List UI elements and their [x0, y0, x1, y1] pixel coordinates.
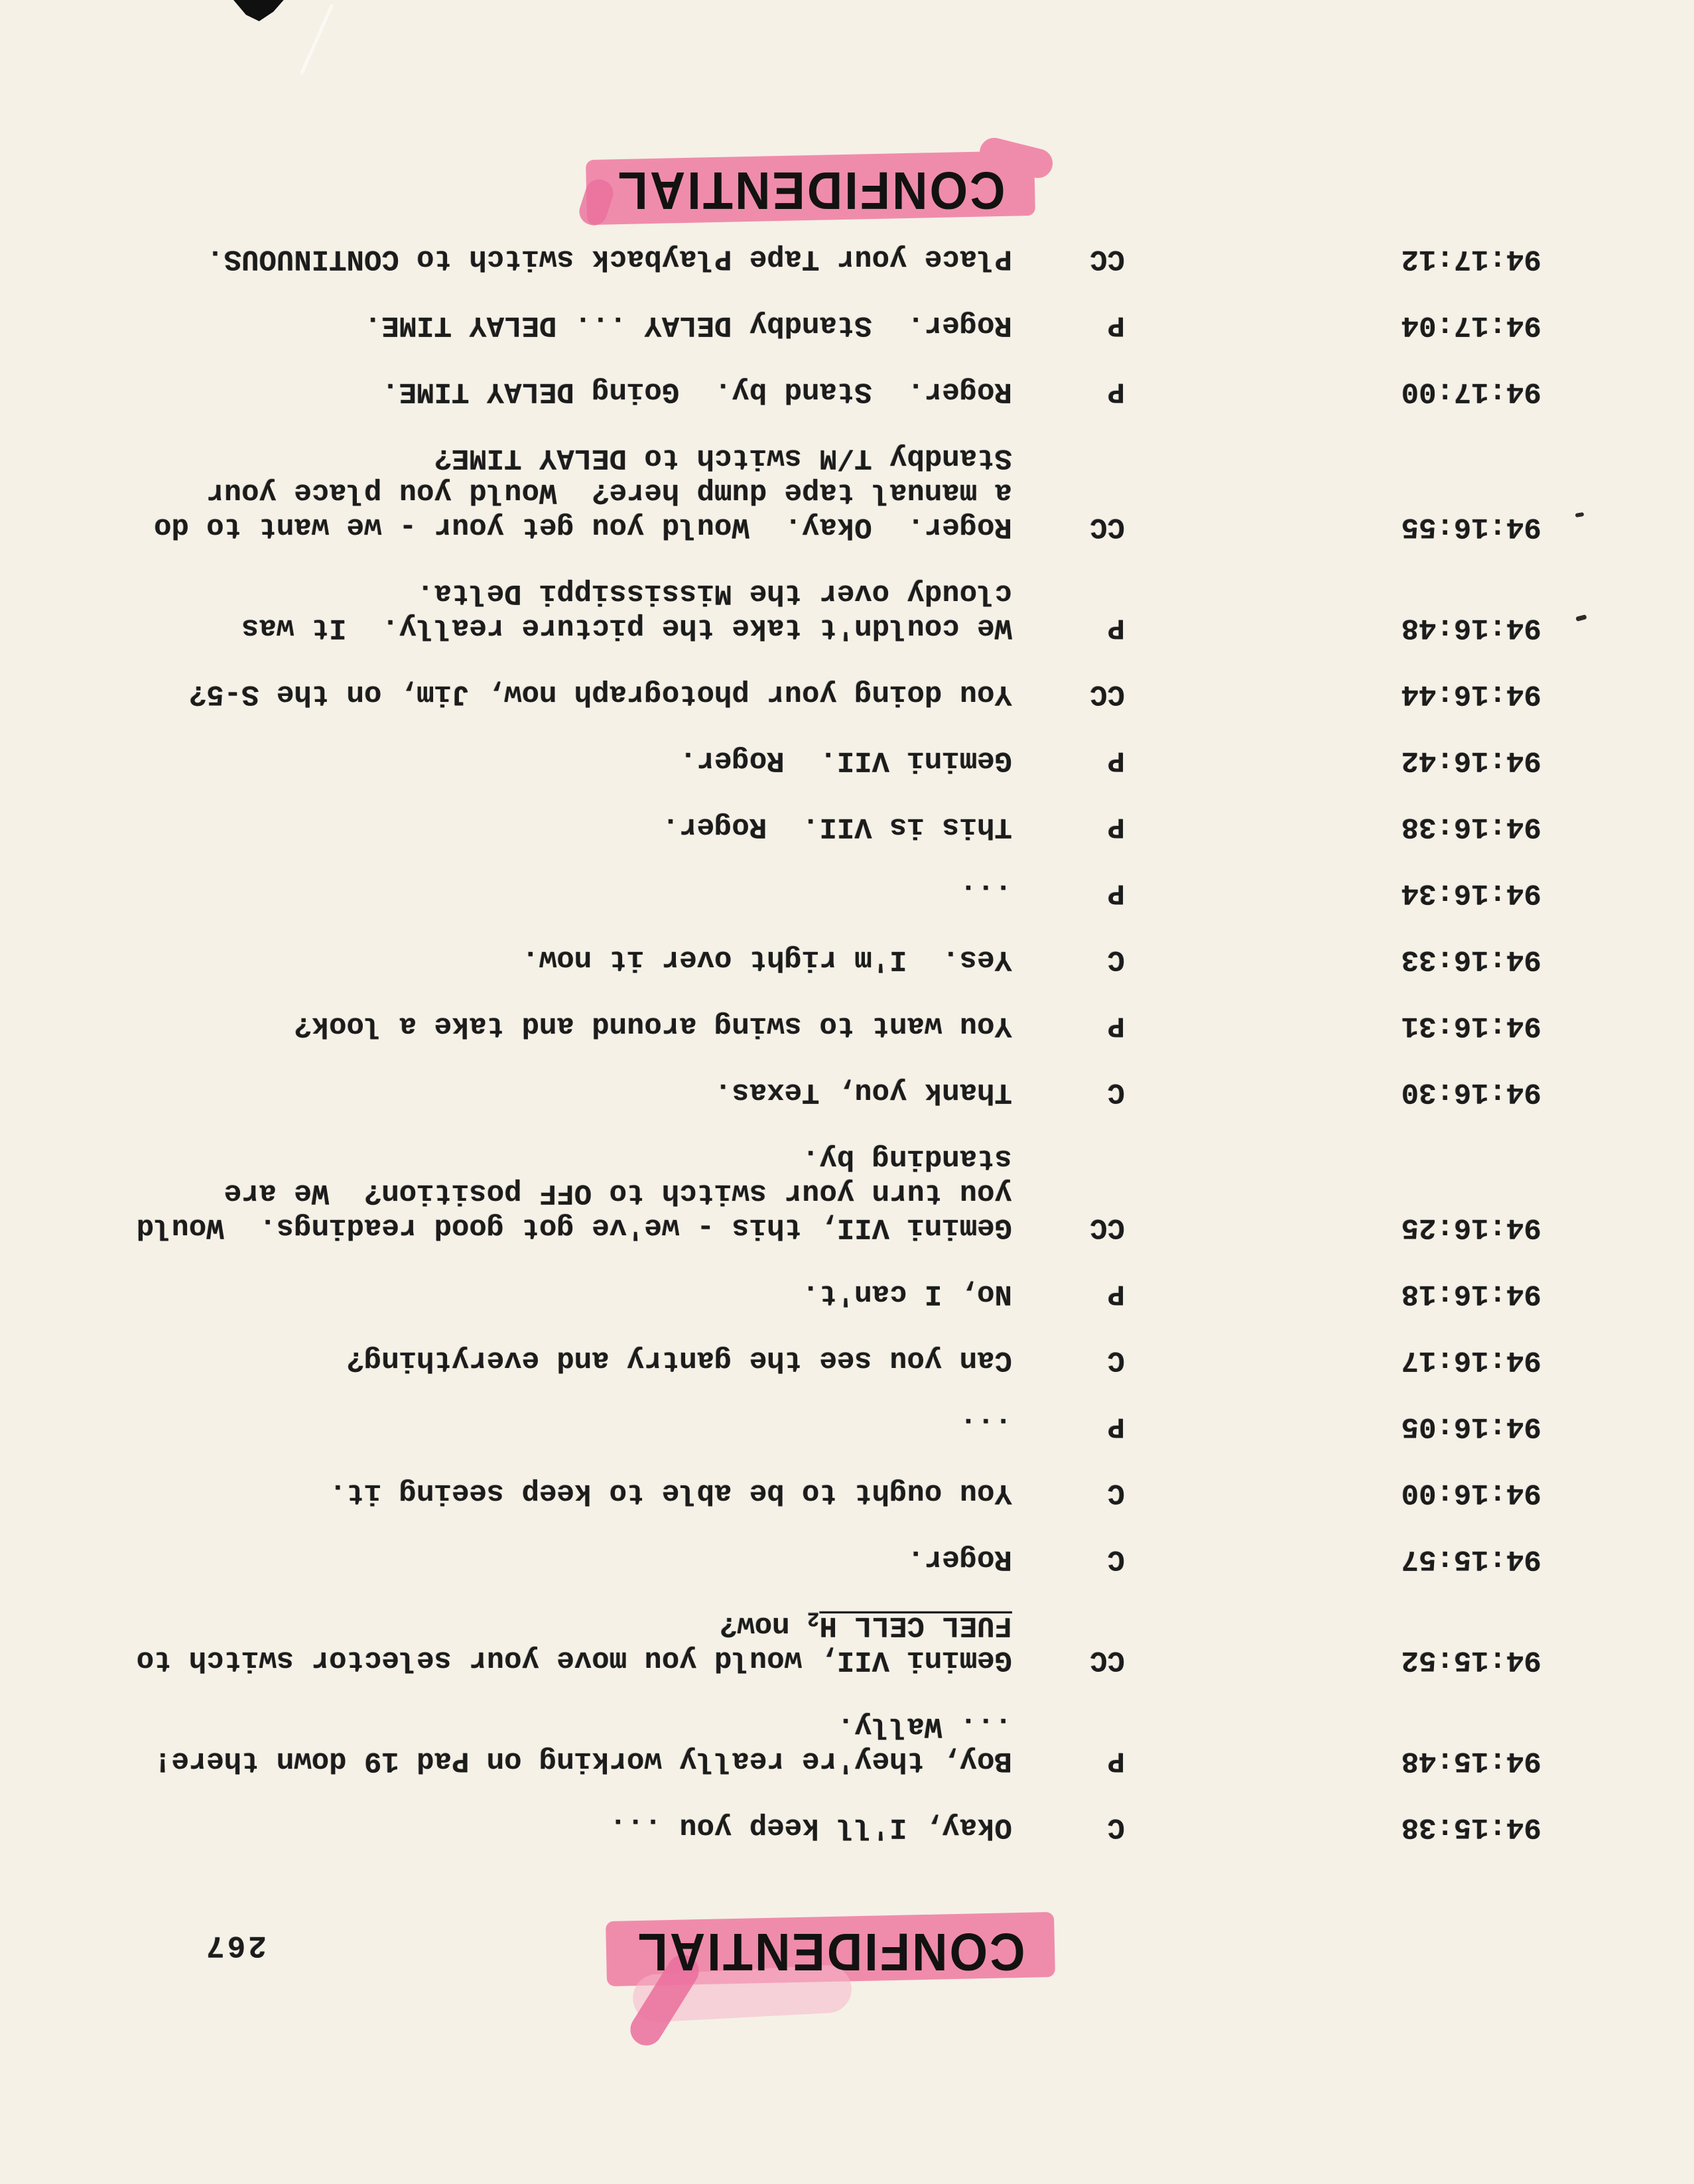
speaker-code: C	[1107, 1542, 1125, 1576]
speaker-code: C	[1107, 1075, 1125, 1109]
transcript-entry	[0, 1542, 1694, 1576]
dialogue-text: Roger. Stand by. Going DELAY TIME.	[381, 375, 1012, 408]
dialogue-text: Gemini VII, this - we've got good readings. Would you turn your switch to OFF position? We are standing by.	[136, 1142, 1012, 1244]
transcript-entry	[0, 1810, 1694, 1844]
timestamp: 94:16:17	[1401, 1343, 1541, 1377]
transcript-entry	[0, 1475, 1694, 1510]
paper-crease	[300, 4, 334, 75]
speaker-code: P	[1107, 810, 1125, 843]
speaker-code: C	[1107, 943, 1125, 976]
speaker-code: CC	[1090, 510, 1125, 543]
dialogue-text: You ought to be able to keep seeing it.	[329, 1476, 1012, 1509]
timestamp: 94:16:34	[1401, 876, 1541, 910]
speaker-code: P	[1107, 1277, 1125, 1310]
transcript-entry	[0, 876, 1694, 910]
dialogue-text: We couldn't take the picture really. It was cloudy over the Mississippi Delta.	[241, 577, 1012, 644]
timestamp: 94:16:30	[1401, 1075, 1541, 1109]
speaker-code: P	[1107, 876, 1125, 910]
dialogue-text: You doing your photograph now, Jim, on the S-5?	[188, 677, 1012, 711]
dialogue-text: ...	[959, 876, 1012, 910]
timestamp: 94:15:52	[1401, 1643, 1541, 1676]
timestamp: 94:17:12	[1401, 242, 1541, 275]
dialogue-text: Yes. I'm right over it now.	[521, 943, 1012, 976]
paper-tear-mark	[233, 0, 291, 21]
transcript-entry	[0, 1008, 1694, 1043]
timestamp: 94:16:44	[1401, 677, 1541, 711]
dialogue-text: Boy, they're really working on Pad 19 down there! ... Wally.	[154, 1710, 1012, 1777]
dialogue-text: ...	[959, 1410, 1012, 1443]
speaker-code: CC	[1090, 242, 1125, 275]
timestamp: 94:15:48	[1401, 1744, 1541, 1777]
timestamp: 94:16:42	[1401, 744, 1541, 777]
transcript-entry	[0, 1409, 1694, 1444]
transcript-entry	[0, 441, 1694, 544]
timestamp: 94:16:33	[1401, 943, 1541, 976]
speaker-code: CC	[1090, 1211, 1125, 1244]
timestamp: 94:16:05	[1401, 1410, 1541, 1443]
dialogue-text: You want to swing around and take a look?	[294, 1009, 1012, 1042]
speaker-code: C	[1107, 1343, 1125, 1377]
dialogue-text: Gemini VII. Roger.	[679, 744, 1012, 777]
transcript-entry	[0, 374, 1694, 409]
dialogue-text: Okay, I'll keep you ...	[609, 1810, 1012, 1844]
transcript-entry	[0, 1141, 1694, 1245]
speaker-code: P	[1107, 1744, 1125, 1777]
transcript-entry	[0, 743, 1694, 778]
speaker-code: C	[1107, 1476, 1125, 1509]
dialogue-text: This is VII. Roger.	[661, 810, 1012, 843]
speaker-code: C	[1107, 1810, 1125, 1844]
speaker-code: P	[1107, 611, 1125, 644]
transcript-entry	[0, 241, 1694, 276]
transcript-entry	[0, 942, 1694, 977]
speaker-code: P	[1107, 308, 1125, 342]
timestamp: 94:15:57	[1401, 1542, 1541, 1576]
timestamp: 94:17:04	[1401, 308, 1541, 342]
timestamp: 94:17:00	[1401, 375, 1541, 408]
speaker-code: CC	[1090, 1643, 1125, 1676]
dialogue-text: Place your Tape Playback switch to CONTINUOUS.	[206, 242, 1012, 275]
timestamp: 94:16:25	[1401, 1211, 1541, 1244]
transcript-entry	[0, 1608, 1694, 1677]
transcript-entry	[0, 1343, 1694, 1377]
timestamp: 94:16:00	[1401, 1476, 1541, 1509]
speaker-code: CC	[1090, 677, 1125, 711]
transcript	[0, 210, 1694, 1844]
speaker-code: P	[1107, 1009, 1125, 1042]
transcript-entry	[0, 308, 1694, 342]
transcript-entry	[0, 677, 1694, 711]
confidential-stamp-text: CONFIDENTIAL	[635, 1923, 1025, 1982]
speaker-code: P	[1107, 744, 1125, 777]
dialogue-text: Roger. Okay. Would you get your - we want to do a manual tape dump here? Would you place your Standby T/M switch to DELAY TIME?	[154, 441, 1012, 543]
dialogue-text: Roger. Standby DELAY ... DELAY TIME.	[364, 308, 1012, 342]
page-number: 267	[204, 1928, 267, 1962]
timestamp: 94:16:48	[1401, 611, 1541, 644]
confidential-stamp-bottom	[592, 154, 1029, 228]
transcript-entry	[0, 1276, 1694, 1311]
speaker-code: P	[1107, 1410, 1125, 1443]
timestamp: 94:16:31	[1401, 1009, 1541, 1042]
confidential-stamp-text: CONFIDENTIAL	[616, 161, 1006, 221]
timestamp: 94:16:38	[1401, 810, 1541, 843]
timestamp: 94:16:18	[1401, 1277, 1541, 1310]
dialogue-text: Roger.	[907, 1542, 1012, 1576]
dialogue-text: Thank you, Texas.	[714, 1075, 1012, 1109]
transcript-entry	[0, 1709, 1694, 1778]
timestamp: 94:15:38	[1401, 1810, 1541, 1844]
timestamp: 94:16:55	[1401, 510, 1541, 543]
transcript-entry	[0, 576, 1694, 645]
speaker-code: P	[1107, 375, 1125, 408]
confidential-stamp-top	[612, 1915, 1049, 1990]
dialogue-text: Gemini VII, would you move your selector switch to FUEL CELL $H_2$ now?	[136, 1606, 1012, 1676]
transcript-entry	[0, 1075, 1694, 1109]
transcript-entry	[0, 809, 1694, 844]
dialogue-text: Can you see the gantry and everything?	[346, 1343, 1012, 1377]
dialogue-text: No, I can't.	[802, 1277, 1012, 1310]
